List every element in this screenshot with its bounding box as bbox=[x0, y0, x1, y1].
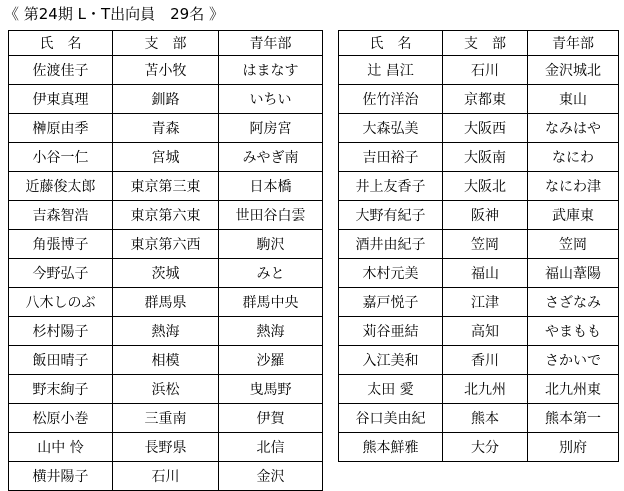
roster-table-left bbox=[8, 30, 323, 491]
cell-name: 飯田晴子 bbox=[9, 346, 113, 375]
cell-branch: 青森 bbox=[113, 114, 219, 143]
cell-youth: なにわ津 bbox=[528, 172, 619, 201]
cell-name: 近藤俊太郎 bbox=[9, 172, 113, 201]
cell-youth: 笠岡 bbox=[528, 230, 619, 259]
cell-branch: 高知 bbox=[443, 317, 528, 346]
table-row bbox=[339, 172, 619, 201]
table-row bbox=[9, 288, 323, 317]
cell-branch: 東京第六西 bbox=[113, 230, 219, 259]
cell-branch: 浜松 bbox=[113, 375, 219, 404]
table-row bbox=[339, 317, 619, 346]
page-title: 《 第24期 L・T出向員 29名 》 bbox=[4, 5, 224, 23]
table-row bbox=[9, 85, 323, 114]
cell-youth: 沙羅 bbox=[219, 346, 323, 375]
table-row bbox=[9, 230, 323, 259]
table-row bbox=[339, 114, 619, 143]
table-row bbox=[9, 114, 323, 143]
table-header-row bbox=[9, 31, 323, 56]
table-row bbox=[339, 346, 619, 375]
cell-branch: 苫小牧 bbox=[113, 56, 219, 85]
table-row bbox=[9, 259, 323, 288]
cell-youth: なにわ bbox=[528, 143, 619, 172]
cell-youth: やまもも bbox=[528, 317, 619, 346]
cell-youth: さかいで bbox=[528, 346, 619, 375]
cell-youth: 熊本第一 bbox=[528, 404, 619, 433]
cell-youth: 世田谷白雲 bbox=[219, 201, 323, 230]
cell-youth: 伊賀 bbox=[219, 404, 323, 433]
table-row bbox=[9, 346, 323, 375]
cell-name: 太田 愛 bbox=[339, 375, 443, 404]
table-row bbox=[9, 375, 323, 404]
cell-name: 佐竹洋治 bbox=[339, 85, 443, 114]
cell-branch: 福山 bbox=[443, 259, 528, 288]
table-row bbox=[339, 230, 619, 259]
cell-branch: 三重南 bbox=[113, 404, 219, 433]
cell-branch: 笠岡 bbox=[443, 230, 528, 259]
cell-youth: 福山葦陽 bbox=[528, 259, 619, 288]
cell-youth: 別府 bbox=[528, 433, 619, 462]
cell-branch: 大阪北 bbox=[443, 172, 528, 201]
column-header-branch: 支 部 bbox=[113, 31, 219, 56]
cell-youth: 駒沢 bbox=[219, 230, 323, 259]
cell-name: 小谷一仁 bbox=[9, 143, 113, 172]
table-row bbox=[339, 433, 619, 462]
table-header-row bbox=[339, 31, 619, 56]
table-row bbox=[9, 433, 323, 462]
cell-youth: さざなみ bbox=[528, 288, 619, 317]
table-row bbox=[339, 259, 619, 288]
cell-youth: 北九州東 bbox=[528, 375, 619, 404]
cell-youth: 金沢 bbox=[219, 462, 323, 491]
cell-youth: 東山 bbox=[528, 85, 619, 114]
cell-name: 野末絢子 bbox=[9, 375, 113, 404]
cell-branch: 石川 bbox=[113, 462, 219, 491]
cell-name: 谷口美由紀 bbox=[339, 404, 443, 433]
cell-branch: 群馬県 bbox=[113, 288, 219, 317]
column-header-name: 氏 名 bbox=[9, 31, 113, 56]
cell-name: 辻 昌江 bbox=[339, 56, 443, 85]
cell-name: 榊原由季 bbox=[9, 114, 113, 143]
cell-name: 八木しのぶ bbox=[9, 288, 113, 317]
table-row bbox=[339, 288, 619, 317]
cell-branch: 相模 bbox=[113, 346, 219, 375]
column-header-name: 氏 名 bbox=[339, 31, 443, 56]
cell-youth: なみはや bbox=[528, 114, 619, 143]
table-row bbox=[339, 375, 619, 404]
cell-name: 吉田裕子 bbox=[339, 143, 443, 172]
cell-name: 入江美和 bbox=[339, 346, 443, 375]
cell-youth: 金沢城北 bbox=[528, 56, 619, 85]
cell-name: 山中 怜 bbox=[9, 433, 113, 462]
cell-name: 苅谷亜結 bbox=[339, 317, 443, 346]
cell-name: 吉森智浩 bbox=[9, 201, 113, 230]
cell-name: 酒井由紀子 bbox=[339, 230, 443, 259]
table-row bbox=[9, 317, 323, 346]
table-row bbox=[9, 172, 323, 201]
cell-name: 嘉戸悦子 bbox=[339, 288, 443, 317]
cell-name: 杉村陽子 bbox=[9, 317, 113, 346]
cell-branch: 宮城 bbox=[113, 143, 219, 172]
cell-branch: 大阪南 bbox=[443, 143, 528, 172]
cell-branch: 香川 bbox=[443, 346, 528, 375]
cell-branch: 大阪西 bbox=[443, 114, 528, 143]
cell-branch: 長野県 bbox=[113, 433, 219, 462]
cell-branch: 石川 bbox=[443, 56, 528, 85]
cell-branch: 京都東 bbox=[443, 85, 528, 114]
cell-branch: 阪神 bbox=[443, 201, 528, 230]
table-row bbox=[9, 143, 323, 172]
cell-name: 大野有紀子 bbox=[339, 201, 443, 230]
cell-branch: 釧路 bbox=[113, 85, 219, 114]
table-row bbox=[339, 201, 619, 230]
cell-name: 角張博子 bbox=[9, 230, 113, 259]
cell-branch: 東京第三東 bbox=[113, 172, 219, 201]
cell-branch: 茨城 bbox=[113, 259, 219, 288]
cell-youth: 曳馬野 bbox=[219, 375, 323, 404]
cell-name: 佐渡佳子 bbox=[9, 56, 113, 85]
cell-name: 今野弘子 bbox=[9, 259, 113, 288]
column-header-branch: 支 部 bbox=[443, 31, 528, 56]
column-header-youth: 青年部 bbox=[528, 31, 619, 56]
cell-youth: 阿房宮 bbox=[219, 114, 323, 143]
cell-name: 松原小巻 bbox=[9, 404, 113, 433]
cell-branch: 東京第六東 bbox=[113, 201, 219, 230]
cell-name: 井上友香子 bbox=[339, 172, 443, 201]
cell-youth: はまなす bbox=[219, 56, 323, 85]
roster-table-right bbox=[338, 30, 619, 462]
cell-youth: いちい bbox=[219, 85, 323, 114]
table-row bbox=[9, 201, 323, 230]
cell-branch: 熊本 bbox=[443, 404, 528, 433]
cell-name: 大森弘美 bbox=[339, 114, 443, 143]
cell-youth: 日本橋 bbox=[219, 172, 323, 201]
cell-name: 横井陽子 bbox=[9, 462, 113, 491]
table-row bbox=[339, 143, 619, 172]
table-row bbox=[339, 404, 619, 433]
cell-youth: みと bbox=[219, 259, 323, 288]
cell-youth: みやぎ南 bbox=[219, 143, 323, 172]
cell-youth: 武庫東 bbox=[528, 201, 619, 230]
column-header-youth: 青年部 bbox=[219, 31, 323, 56]
cell-branch: 大分 bbox=[443, 433, 528, 462]
table-row bbox=[9, 56, 323, 85]
table-row bbox=[339, 85, 619, 114]
cell-branch: 熱海 bbox=[113, 317, 219, 346]
cell-youth: 熱海 bbox=[219, 317, 323, 346]
cell-branch: 北九州 bbox=[443, 375, 528, 404]
cell-name: 木村元美 bbox=[339, 259, 443, 288]
cell-youth: 北信 bbox=[219, 433, 323, 462]
cell-name: 伊東真理 bbox=[9, 85, 113, 114]
cell-branch: 江津 bbox=[443, 288, 528, 317]
table-row bbox=[339, 56, 619, 85]
cell-youth: 群馬中央 bbox=[219, 288, 323, 317]
table-row bbox=[9, 404, 323, 433]
cell-name: 熊本鮮雅 bbox=[339, 433, 443, 462]
table-row bbox=[9, 462, 323, 491]
